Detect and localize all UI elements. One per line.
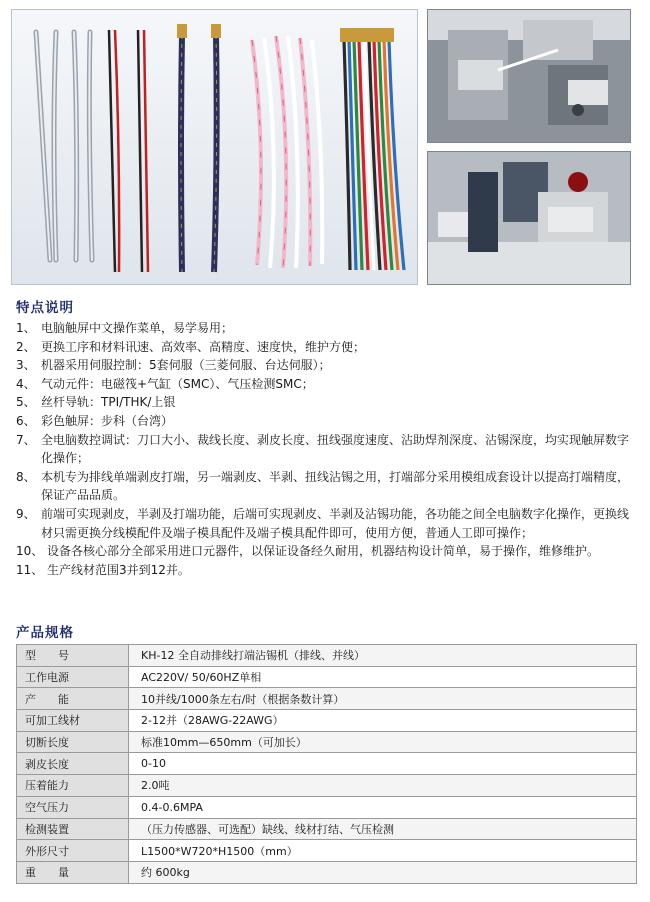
spec-value: （压力传感器、可选配）缺线、线材打结、气压检测: [129, 818, 637, 840]
spec-value: 0-10: [129, 753, 637, 775]
spec-value: 10并线/1000条左右/时（根据条数计算）: [129, 688, 637, 710]
spec-key: 工作电源: [17, 666, 129, 688]
spec-key: 压着能力: [17, 775, 129, 797]
feature-item: 5、 丝杆导轨：TPI/THK/上银: [16, 395, 176, 410]
wire-harness-photo: [11, 9, 418, 285]
feature-item: 1、 电脑触屏中文操作菜单，易学易用；: [16, 321, 234, 335]
spec-key: 重 量: [17, 861, 129, 883]
table-row: [17, 645, 637, 667]
table-row: [17, 731, 637, 753]
feature-item: 4、 气动元件：电磁筏+气缸（SMC）、气压检测SMC；: [16, 376, 314, 391]
features-list: [16, 319, 636, 579]
feature-item: 7、 全电脑数控调试：刀口大小、裁线长度、剥皮长度、扭线强度速度、沾助焊剂深度、沾锡深度，均实现触屏数字化操作；: [16, 432, 630, 466]
spec-value: 约 600kg: [129, 861, 637, 883]
wire-harness-illustration: [12, 10, 417, 284]
spec-value: L1500*W720*H1500（mm）: [129, 840, 637, 862]
feature-item: 6、 彩色触屏：步科（台湾）: [16, 413, 174, 428]
spec-key: 可加工线材: [17, 710, 129, 732]
feature-item: 8、 本机专为排线单端剥皮打端，另一端剥皮、半剥、扭线沾锡之用，打端部分采用模组成套设计以提高打端精度，保证产品品质。: [16, 469, 630, 503]
spec-title: 产品规格: [16, 625, 74, 641]
table-row: [17, 840, 637, 862]
table-row: [17, 666, 637, 688]
feature-item: 3、 机器采用伺服控制：5套伺服（三菱伺服、台达伺服）；: [16, 358, 331, 373]
spec-value: 0.4-0.6MPA: [129, 796, 637, 818]
machine-closeup-illustration: [428, 10, 630, 142]
table-row: [17, 818, 637, 840]
feature-item: 9、 前端可实现剥皮，半剥及打端功能，后端可实现剥皮、半剥及沾锡功能，各功能之间全电脑数字化操作，更换线材只需更换分线模配件及端子模具配件及端子模具配件即可，使用方便，普通人工即可操作；: [16, 506, 630, 540]
spec-value: KH-12 全自动排线打端沾锡机（排线、并线）: [129, 645, 637, 667]
table-row: [17, 796, 637, 818]
table-row: [17, 710, 637, 732]
machine-closeup-photo: [427, 9, 631, 143]
spec-value: 标准10mm—650mm（可加长）: [129, 731, 637, 753]
spec-key: 检测装置: [17, 818, 129, 840]
spec-key: 空气压力: [17, 796, 129, 818]
feature-item: 11、 生产线材范围3并到12并。: [16, 562, 190, 577]
spec-key: 切断长度: [17, 731, 129, 753]
features-title: 特点说明: [16, 300, 74, 316]
machine-overview-illustration: [428, 152, 630, 284]
spec-key: 型 号: [17, 645, 129, 667]
table-row: [17, 688, 637, 710]
feature-item: 10、 设备各核心部分全部采用进口元器件，以保证设备经久耐用，机器结构设计简单，易于操作，维修维护。: [16, 544, 600, 559]
feature-item: 2、 更换工序和材料讯速、高效率、高精度、速度快，维护方便；: [16, 339, 366, 354]
table-row: [17, 861, 637, 883]
spec-table: [16, 644, 637, 884]
table-row: [17, 775, 637, 797]
machine-overview-photo: [427, 151, 631, 285]
spec-key: 外形尺寸: [17, 840, 129, 862]
spec-value: 2.0吨: [129, 775, 637, 797]
spec-value: AC220V/ 50/60HZ单相: [129, 666, 637, 688]
spec-key: 产 能: [17, 688, 129, 710]
spec-value: 2-12并（28AWG-22AWG）: [129, 710, 637, 732]
spec-key: 剥皮长度: [17, 753, 129, 775]
table-row: [17, 753, 637, 775]
